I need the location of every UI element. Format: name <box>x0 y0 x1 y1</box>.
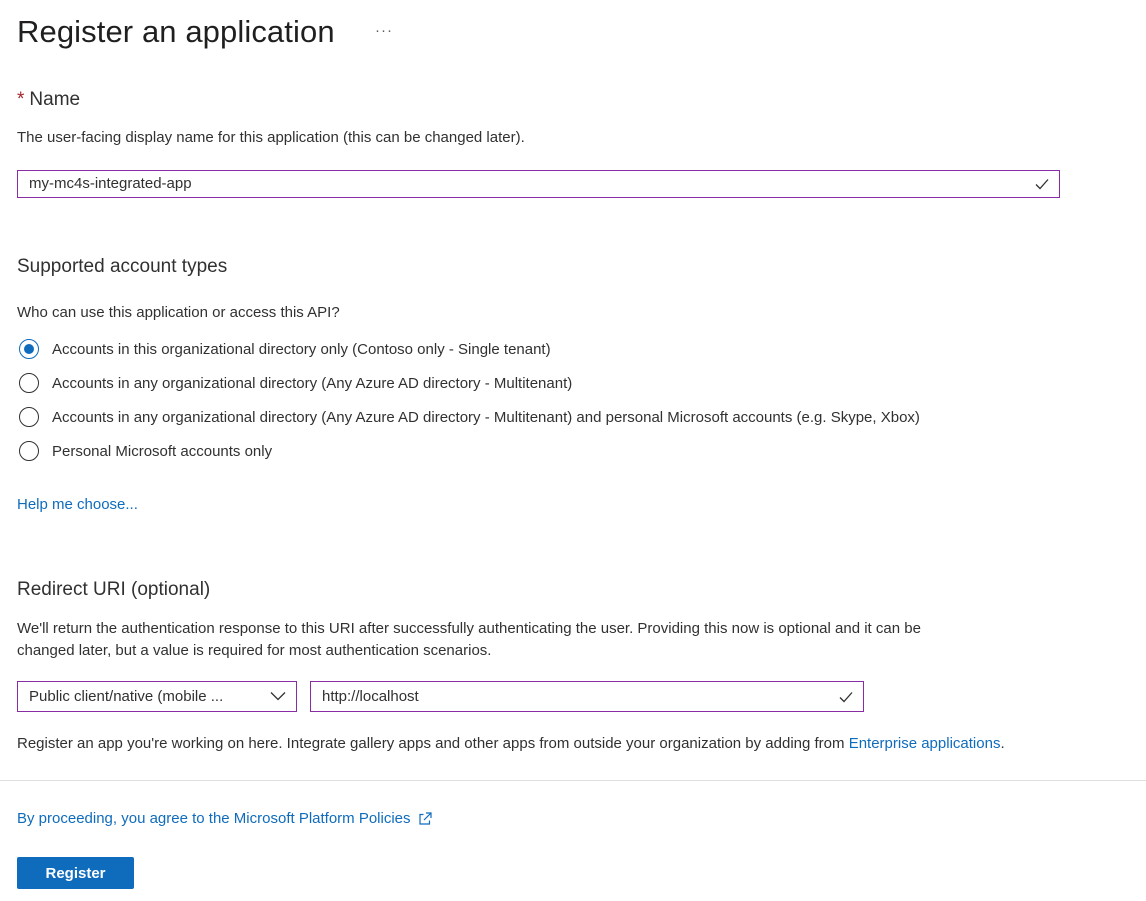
check-icon <box>839 690 853 704</box>
platform-dropdown[interactable] <box>17 681 297 712</box>
radio-button-selected[interactable] <box>19 339 39 359</box>
chevron-down-icon <box>270 691 286 701</box>
platform-policies-link[interactable]: By proceeding, you agree to the Microsoft Platform Policies <box>17 810 411 827</box>
divider <box>0 780 1146 781</box>
register-note-text: Register an app you're working on here. Integrate gallery apps and other apps from outside your organization by adding from <box>17 735 849 752</box>
check-icon <box>1035 177 1049 191</box>
redirect-uri-value: http://localhost <box>322 688 419 705</box>
required-marker: * <box>17 89 25 110</box>
radio-button[interactable] <box>19 407 39 427</box>
radio-option-multitenant-personal[interactable] <box>19 405 920 429</box>
radio-option-label: Accounts in any organizational directory (Any Azure AD directory - Multitenant) <box>52 374 573 392</box>
name-description: The user-facing display name for this application (this can be changed later). <box>17 129 525 146</box>
redirect-uri-label: Redirect URI (optional) <box>17 579 211 600</box>
radio-option-label: Accounts in any organizational directory (Any Azure AD directory - Multitenant) and personal Microsoft accounts (e.g. Skype, Xbox) <box>52 408 920 426</box>
name-label <box>17 89 80 111</box>
account-types-question: Who can use this application or access this API? <box>17 304 340 321</box>
redirect-description <box>17 618 1127 662</box>
radio-option-single-tenant[interactable] <box>19 337 551 361</box>
enterprise-applications-link[interactable]: Enterprise applications <box>848 735 1001 752</box>
account-types-label: Supported account types <box>17 256 228 277</box>
radio-option-multitenant[interactable] <box>19 371 572 395</box>
help-me-choose-link[interactable]: Help me choose... <box>17 496 138 513</box>
external-link-icon <box>417 811 433 827</box>
register-note <box>17 733 1005 755</box>
more-actions-button[interactable]: ··· <box>375 22 393 39</box>
radio-button[interactable] <box>19 441 39 461</box>
register-note-end: . <box>1000 735 1005 752</box>
redirect-description-line2: changed later, but a value is required for most authentication scenarios. <box>17 642 492 659</box>
register-button[interactable]: Register <box>17 857 134 889</box>
platform-dropdown-value: Public client/native (mobile ... <box>29 688 224 705</box>
page-title: Register an application <box>17 14 335 49</box>
radio-option-label: Accounts in this organizational directory only (Contoso only - Single tenant) <box>52 340 551 358</box>
name-input[interactable] <box>17 170 1060 198</box>
platform-policies-link-row[interactable] <box>17 810 433 827</box>
radio-option-personal-only[interactable] <box>19 439 272 463</box>
name-label-text: Name <box>29 89 81 110</box>
radio-option-label: Personal Microsoft accounts only <box>52 442 273 460</box>
redirect-uri-input[interactable] <box>310 681 864 712</box>
radio-button[interactable] <box>19 373 39 393</box>
name-input-value: my-mc4s-integrated-app <box>29 175 192 192</box>
redirect-description-line1: We'll return the authentication response to this URI after successfully authenticating the user. Providing this now is optional and it can be <box>17 620 921 637</box>
